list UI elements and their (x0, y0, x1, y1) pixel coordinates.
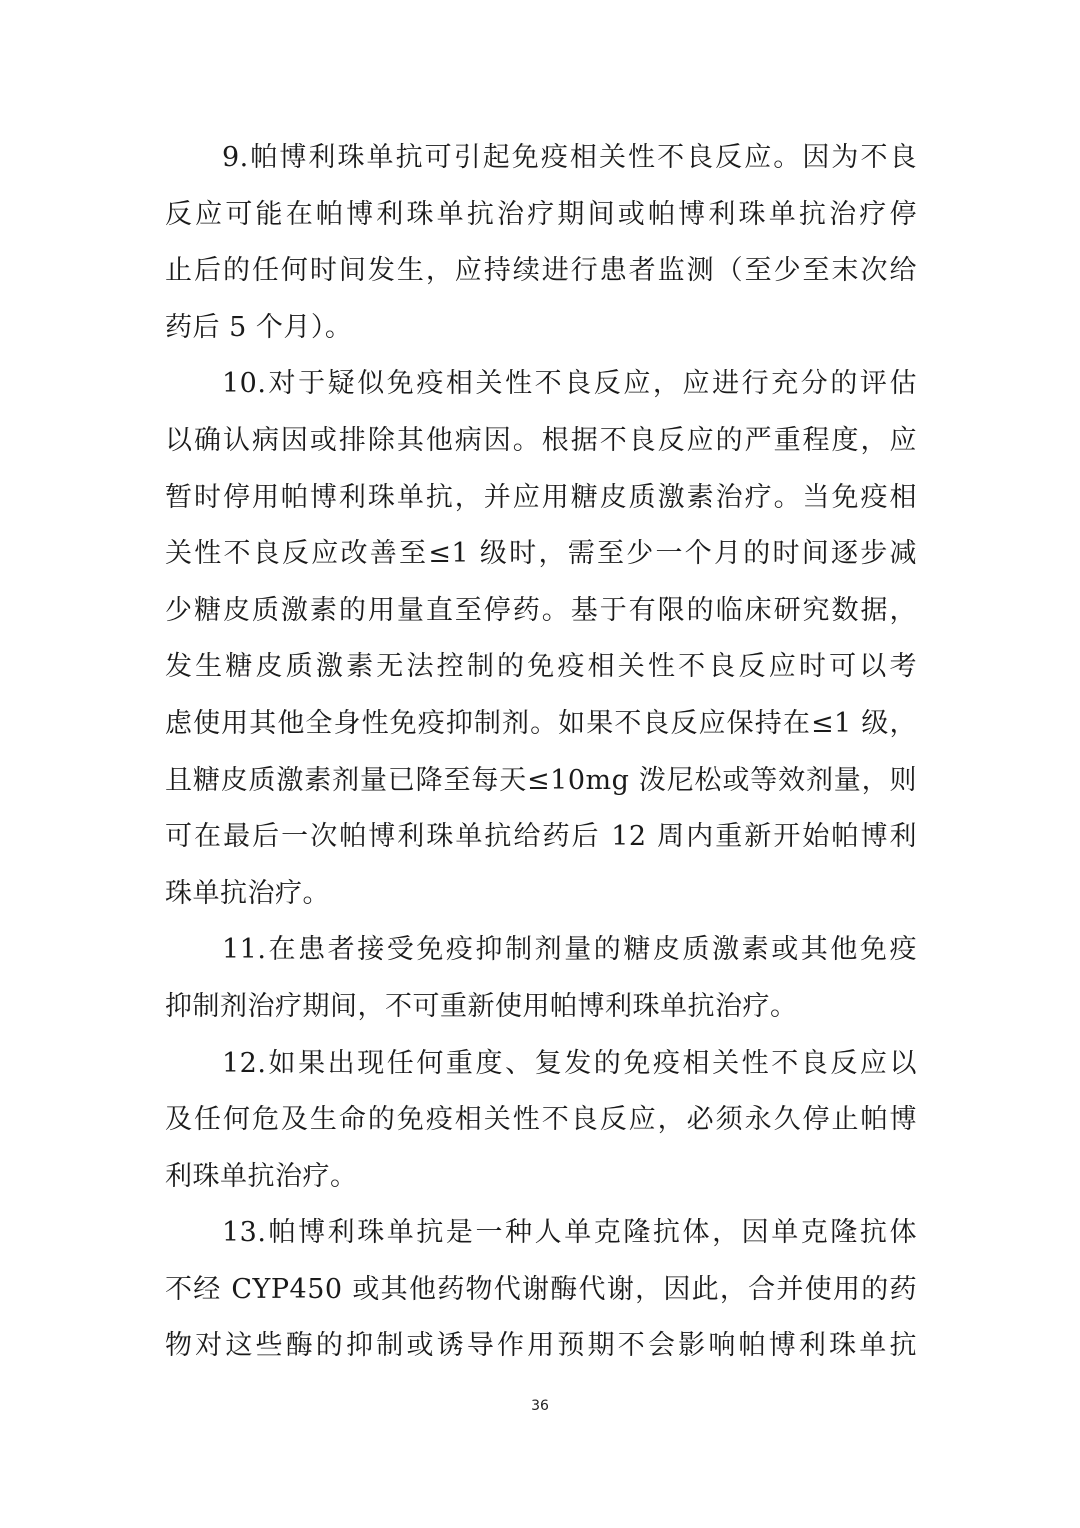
text-line: 13.帕博利珠单抗是一种人单克隆抗体，因单克隆抗体 (222, 1217, 917, 1249)
text-line: 反应可能在帕博利珠单抗治疗期间或帕博利珠单抗治疗停 (165, 198, 917, 230)
text-line: 发生糖皮质激素无法控制的免疫相关性不良反应时可以考 (165, 651, 917, 683)
text-line: 关性不良反应改善至≤1 级时，需至少一个月的时间逐步减 (165, 538, 917, 570)
paragraph-12 (165, 1036, 917, 1206)
text-line: 药后 5 个月）。 (165, 311, 353, 343)
text-line: 可在最后一次帕博利珠单抗给药后 12 周内重新开始帕博利 (165, 821, 917, 853)
paragraph-9 (165, 130, 917, 356)
text-line: 珠单抗治疗。 (165, 877, 330, 909)
text-line: 少糖皮质激素的用量直至停药。基于有限的临床研究数据， (165, 594, 917, 626)
text-line: 止后的任何时间发生，应持续进行患者监测（至少至末次给 (165, 255, 917, 287)
text-line: 11.在患者接受免疫抑制剂量的糖皮质激素或其他免疫 (222, 934, 917, 966)
text-line: 9.帕博利珠单抗可引起免疫相关性不良反应。因为不良 (222, 142, 917, 173)
page-number: 36 (531, 1398, 549, 1414)
paragraph-11 (165, 922, 917, 1035)
text-line: 虑使用其他全身性免疫抑制剂。如果不良反应保持在≤1 级， (165, 707, 917, 739)
text-line: 不经 CYP450 或其他药物代谢酶代谢，因此，合并使用的药 (165, 1273, 917, 1305)
text-line: 以确认病因或排除其他病因。根据不良反应的严重程度，应 (165, 424, 917, 456)
text-line: 利珠单抗治疗。 (165, 1160, 358, 1192)
text-line: 物对这些酶的抑制或诱导作用预期不会影响帕博利珠单抗 (165, 1330, 917, 1362)
text-line: 暂时停用帕博利珠单抗，并应用糖皮质激素治疗。当免疫相 (165, 481, 917, 513)
text-line: 10.对于疑似免疫相关性不良反应，应进行充分的评估 (222, 368, 917, 400)
paragraph-13 (165, 1205, 917, 1375)
document-body (165, 130, 917, 1375)
text-line: 且糖皮质激素剂量已降至每天≤10mg 泼尼松或等效剂量，则 (165, 764, 917, 796)
text-line: 12.如果出现任何重度、复发的免疫相关性不良反应以 (222, 1047, 917, 1079)
text-line: 及任何危及生命的免疫相关性不良反应，必须永久停止帕博 (165, 1104, 917, 1136)
paragraph-10 (165, 356, 917, 922)
text-line: 抑制剂治疗期间，不可重新使用帕博利珠单抗治疗。 (165, 990, 798, 1022)
